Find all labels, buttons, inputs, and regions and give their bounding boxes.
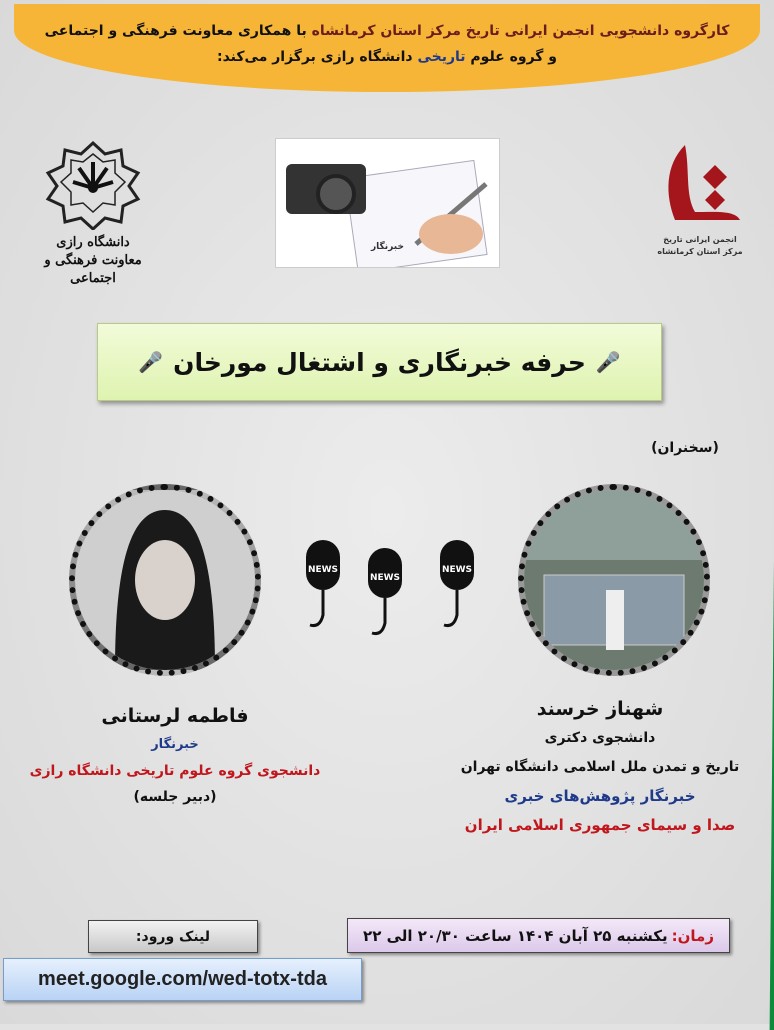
speaker-org: صدا و سیمای جمهوری اسلامی ایران [464, 816, 736, 834]
speakers-label: (سخنران) [651, 440, 719, 456]
moderator-position: (دبیر جلسه) [133, 789, 217, 805]
building-photo-icon [524, 490, 704, 670]
link-label: لینک ورود: [88, 920, 258, 953]
time-box [347, 918, 730, 953]
news-mic-icon [362, 548, 408, 638]
razi-university-logo [38, 140, 148, 288]
header-partner: با همکاری معاونت فرهنگی و اجتماعی [44, 23, 307, 39]
person-photo-icon [75, 490, 255, 670]
history-association-logo [650, 140, 750, 258]
event-title: حرفه خبرنگاری و اشتغال مورخان [173, 347, 586, 377]
speaker-degree: دانشجوی دکتری [544, 730, 656, 746]
journalist-image [275, 138, 500, 268]
event-title-box [97, 323, 662, 401]
logo-right-line1: انجمن ایرانی تاریخ [663, 235, 737, 244]
speaker-role: خبرنگار پژوهش‌های خبری [504, 787, 696, 805]
speaker-name: شهناز خرسند [536, 698, 664, 720]
camera-and-pen-icon [276, 139, 500, 268]
speaker-photo [518, 484, 710, 676]
association-emblem-icon [655, 140, 745, 230]
time-value: یکشنبه ۲۵ آبان ۱۴۰۴ ساعت ۲۰/۳۰ الی ۲۲ [363, 926, 668, 945]
logo-left-line2: معاونت فرهنگی و اجتماعی [44, 253, 142, 286]
svg-text:NEWS: NEWS [441, 565, 473, 575]
moderator-affiliation: دانشجوی گروه علوم تاریخی دانشگاه رازی [29, 763, 321, 779]
razi-emblem-icon [43, 140, 143, 230]
header-org: کارگروه دانشجویی انجمن ایرانی تاریخ مرکز استان کرمانشاه [311, 23, 730, 39]
logo-left-line1: دانشگاه رازی [56, 235, 130, 250]
news-mic-icon [300, 540, 346, 630]
time-label: زمان: [671, 926, 714, 945]
header-group: و گروه علوم [470, 49, 557, 65]
speaker-field: تاریخ و تمدن ملل اسلامی دانشگاه تهران [460, 759, 740, 775]
svg-text:NEWS: NEWS [307, 565, 339, 575]
news-mic-icon [434, 540, 480, 630]
svg-text:NEWS: NEWS [369, 573, 401, 583]
moderator-role: خبرنگار [151, 737, 199, 752]
header-history: تاریخی [417, 49, 466, 65]
moderator-name: فاطمه لرستانی [101, 705, 249, 727]
logo-right-line2: مرکز استان کرمانشاه [657, 247, 743, 256]
image-caption: خبرنگار [371, 242, 404, 252]
mic-icon: 🎤 [138, 350, 164, 374]
header-host: دانشگاه رازی برگزار می‌کند: [216, 49, 413, 65]
mic-icon: 🎤 [595, 350, 621, 374]
meeting-link[interactable]: meet.google.com/wed-totx-tda [3, 958, 362, 1001]
moderator-photo [69, 484, 261, 676]
